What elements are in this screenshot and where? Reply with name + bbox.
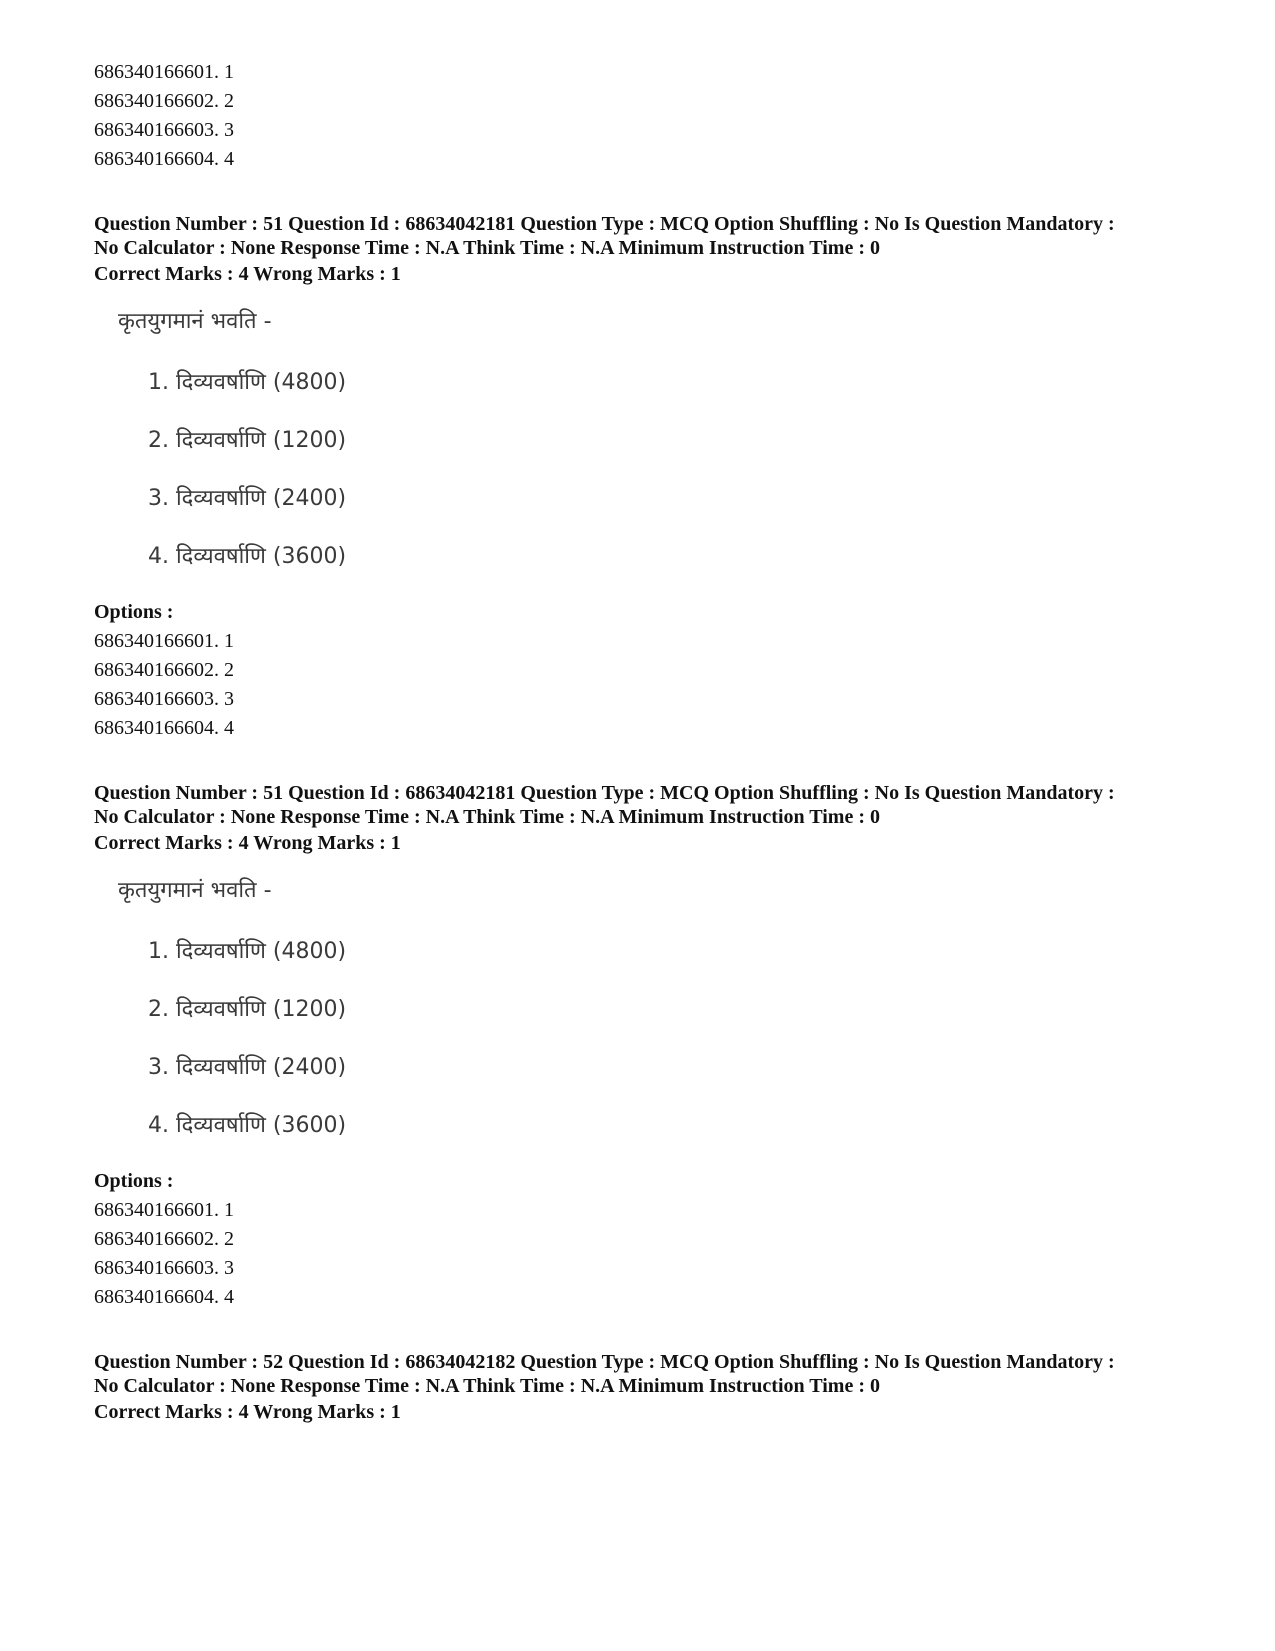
option-line: 686340166602. 2 — [94, 90, 234, 112]
options-list — [94, 1167, 1214, 1312]
options-label: Options : — [94, 601, 174, 623]
question-marks: Correct Marks : 4 Wrong Marks : 1 — [94, 1401, 401, 1423]
question-meta-line: Question Number : 51 Question Id : 68634042181 Question Type : MCQ Option Shuffling : No Is Question Mandatory : — [94, 213, 1115, 235]
option-line: 686340166601. 1 — [94, 1199, 234, 1221]
question-meta-line: Question Number : 52 Question Id : 68634042182 Question Type : MCQ Option Shuffling : No Is Question Mandatory : — [94, 1351, 1115, 1373]
option-line: 686340166603. 3 — [94, 688, 234, 710]
option-line: 686340166601. 1 — [94, 61, 234, 83]
question-image — [118, 302, 1214, 592]
option-line: 686340166602. 2 — [94, 1228, 234, 1250]
question-choice: 3. दिव्यवर्षाणि (2400) — [148, 486, 347, 511]
option-line: 686340166603. 3 — [94, 1257, 234, 1279]
question-stem: कृतयुगमानं भवति - — [118, 878, 272, 903]
document-page — [94, 58, 1214, 1426]
question-image — [118, 871, 1214, 1161]
question-meta-line: No Calculator : None Response Time : N.A Think Time : N.A Minimum Instruction Time : 0 — [94, 1375, 880, 1397]
question-choice: 2. दिव्यवर्षाणि (1200) — [148, 428, 347, 453]
previous-options-list — [94, 58, 1214, 174]
question-meta-line: No Calculator : None Response Time : N.A Think Time : N.A Minimum Instruction Time : 0 — [94, 237, 880, 259]
option-line: 686340166602. 2 — [94, 659, 234, 681]
question-block — [94, 781, 1214, 1312]
question-marks: Correct Marks : 4 Wrong Marks : 1 — [94, 263, 401, 285]
question-block — [94, 212, 1214, 743]
question-choice: 4. दिव्यवर्षाणि (3600) — [148, 1113, 347, 1138]
question-choice: 3. दिव्यवर्षाणि (2400) — [148, 1055, 347, 1080]
question-meta-line: Question Number : 51 Question Id : 68634042181 Question Type : MCQ Option Shuffling : No Is Question Mandatory : — [94, 782, 1115, 804]
question-marks: Correct Marks : 4 Wrong Marks : 1 — [94, 832, 401, 854]
question-choice: 4. दिव्यवर्षाणि (3600) — [148, 544, 347, 569]
options-label: Options : — [94, 1170, 174, 1192]
option-line: 686340166604. 4 — [94, 148, 234, 170]
option-line: 686340166603. 3 — [94, 119, 234, 141]
option-line: 686340166601. 1 — [94, 630, 234, 652]
option-line: 686340166604. 4 — [94, 1286, 234, 1308]
options-list — [94, 598, 1214, 743]
question-choice: 2. दिव्यवर्षाणि (1200) — [148, 997, 347, 1022]
question-stem: कृतयुगमानं भवति - — [118, 309, 272, 334]
question-block — [94, 1350, 1214, 1426]
question-meta-line: No Calculator : None Response Time : N.A Think Time : N.A Minimum Instruction Time : 0 — [94, 806, 880, 828]
option-line: 686340166604. 4 — [94, 717, 234, 739]
question-choice: 1. दिव्यवर्षाणि (4800) — [148, 370, 347, 395]
question-choice: 1. दिव्यवर्षाणि (4800) — [148, 939, 347, 964]
